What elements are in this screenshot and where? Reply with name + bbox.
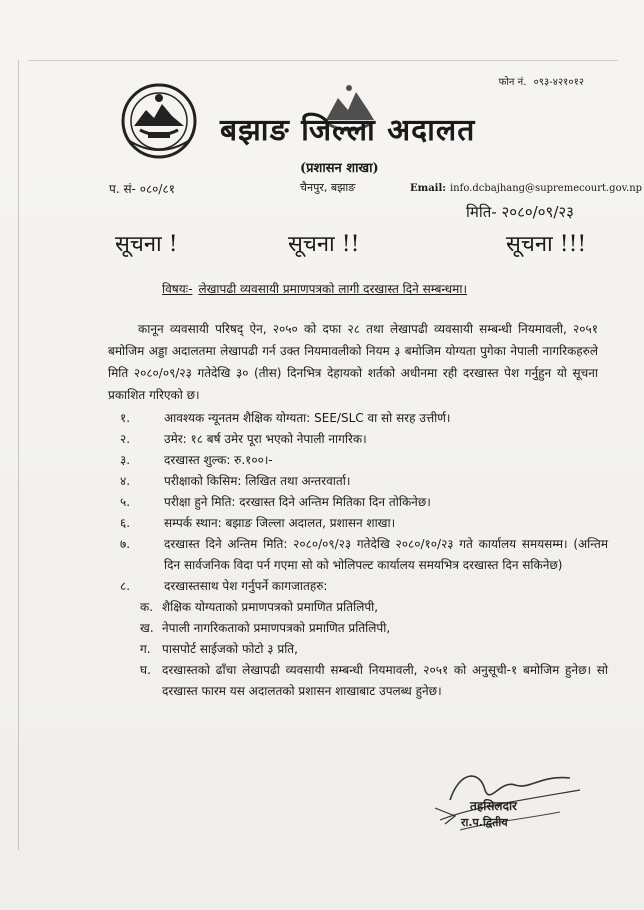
- phone-line: [495, 74, 584, 88]
- signatory-title: रा.प.द्वितीय: [461, 816, 508, 829]
- branch-name: (प्रशासन शाखा): [300, 161, 379, 176]
- list-item: [108, 450, 608, 471]
- item-number: ७.: [120, 537, 131, 551]
- item-number: २.: [120, 432, 131, 446]
- document-item: [140, 597, 608, 618]
- subject-label: विषयः-: [162, 282, 193, 296]
- item-text: आवश्यक न्यूनतम शैक्षिक योग्यता: SEE/SLC वा सो सरह उत्तीर्ण।: [164, 411, 451, 425]
- intro-paragraph: कानून व्यवसायी परिषद् ऐन, २०५० को दफा २८ तथा लेखापढी व्यवसायी सम्बन्धी नियमावली, २०५१ बमोजिम अड्डा अदालतमा लेखापढी गर्न उक्त नियमावलीको नियम ३ बमोजिम योग्यता पुगेका नेपाली नागरिकहरुले मिति २०८०/०९/२३ गतेदेखि ३० (तीस) दिनभित्र देहायको शर्तको अधीनमा रही दरखास्त पेश गर्नुहुन यो सूचना प्रकाशित गरिएको छ।: [108, 322, 598, 402]
- document-number: ग.: [140, 642, 151, 656]
- document-text: नेपाली नागरिकताको प्रमाणपत्रको प्रमाणित प्रतिलिपी,: [162, 621, 391, 635]
- list-item: [108, 492, 608, 513]
- item-number: ५.: [120, 495, 131, 509]
- document-text: दरखास्तको ढाँचा लेखापढी व्यवसायी सम्बन्धी नियमावली, २०५१ को अनुसूची-१ बमोजिम हुनेछ। सो दरखास्त फारम यस अदालतको प्रशासन शाखाबाट उपलब्ध हुनेछ।: [162, 663, 608, 698]
- document-text: पासपोर्ट साईजको फोटो ३ प्रति,: [162, 642, 298, 656]
- item-text: उमेर: १८ बर्ष उमेर पूरा भएको नेपाली नागरिक।: [164, 432, 367, 446]
- signatory-name: तहसिलदार: [470, 799, 517, 813]
- subject-line: [162, 280, 467, 297]
- item-number: ८.: [120, 579, 131, 593]
- item-text: दरखास्त दिने अन्तिम मिति: २०८०/०९/२३ गतेदेखि २०८०/१०/२३ गते कार्यालय समयसम्म। (अन्तिम दिन सार्वजनिक विदा पर्न गएमा सो को भोलिपल्ट कार्यालय समयभित्र दरखास्त दिन सकिनेछ): [164, 537, 608, 572]
- list-item: [108, 471, 608, 492]
- page-border-left: [18, 60, 19, 850]
- page-border-top: [28, 60, 618, 61]
- document-item: [140, 639, 608, 660]
- list-item: [108, 408, 608, 429]
- notice-heading-3: सूचना !!!: [506, 232, 587, 257]
- documents-list: [108, 597, 608, 702]
- email-line: [410, 183, 642, 194]
- nepal-emblem-icon: [118, 80, 200, 162]
- documents-list-wrapper: [108, 597, 608, 702]
- item-text: दरखास्तसाथ पेश गर्नुपर्ने कागजातहरु:: [164, 579, 328, 593]
- phone-number: ०९३-४२१०१२: [533, 77, 584, 88]
- phone-label: फोन नं.: [498, 77, 527, 88]
- item-text: परीक्षाको किसिम: लिखित तथा अन्तरवार्ता।: [164, 474, 351, 488]
- subject-text: लेखापढी व्यवसायी प्रमाणपत्रको लागी दरखास्त दिने सम्बन्धमा।: [198, 282, 468, 296]
- document-item: [140, 618, 608, 639]
- court-name: बझाङ जिल्ला अदालत: [220, 113, 476, 148]
- item-number: ६.: [120, 516, 131, 530]
- item-text: दरखास्त शुल्क: रु.१००।-: [164, 453, 273, 467]
- court-location: चैनपुर, बझाङ: [300, 181, 356, 194]
- email-label: Email:: [410, 183, 446, 194]
- document-item: [140, 660, 608, 702]
- item-number: १.: [120, 411, 131, 425]
- reference-number: प. सं- ०८०/८१: [109, 182, 175, 196]
- email-address: info.dcbajhang@supremecourt.gov.np: [449, 183, 643, 194]
- list-item: [108, 513, 608, 534]
- notice-date: मिति- २०८०/०९/२३: [466, 203, 574, 221]
- item-number: ३.: [120, 453, 131, 467]
- document-number: घ.: [140, 663, 151, 677]
- notice-heading-1: सूचना !: [115, 232, 178, 257]
- list-item: [108, 534, 608, 576]
- document-number: क.: [140, 600, 154, 614]
- document-text: शैक्षिक योग्यताको प्रमाणपत्रको प्रमाणित प्रतिलिपी,: [162, 600, 379, 614]
- item-number: ४.: [120, 474, 131, 488]
- list-item: [108, 429, 608, 450]
- item-text: परीक्षा हुने मिति: दरखास्त दिने अन्तिम मितिका दिन तोकिनेछ।: [164, 495, 431, 509]
- notice-heading-2: सूचना !!: [288, 232, 360, 257]
- document-number: ख.: [140, 621, 154, 635]
- list-item: [108, 576, 608, 597]
- conditions-list: [108, 408, 608, 702]
- item-text: सम्पर्क स्थान: बझाङ जिल्ला अदालत, प्रशासन शाखा।: [164, 516, 396, 530]
